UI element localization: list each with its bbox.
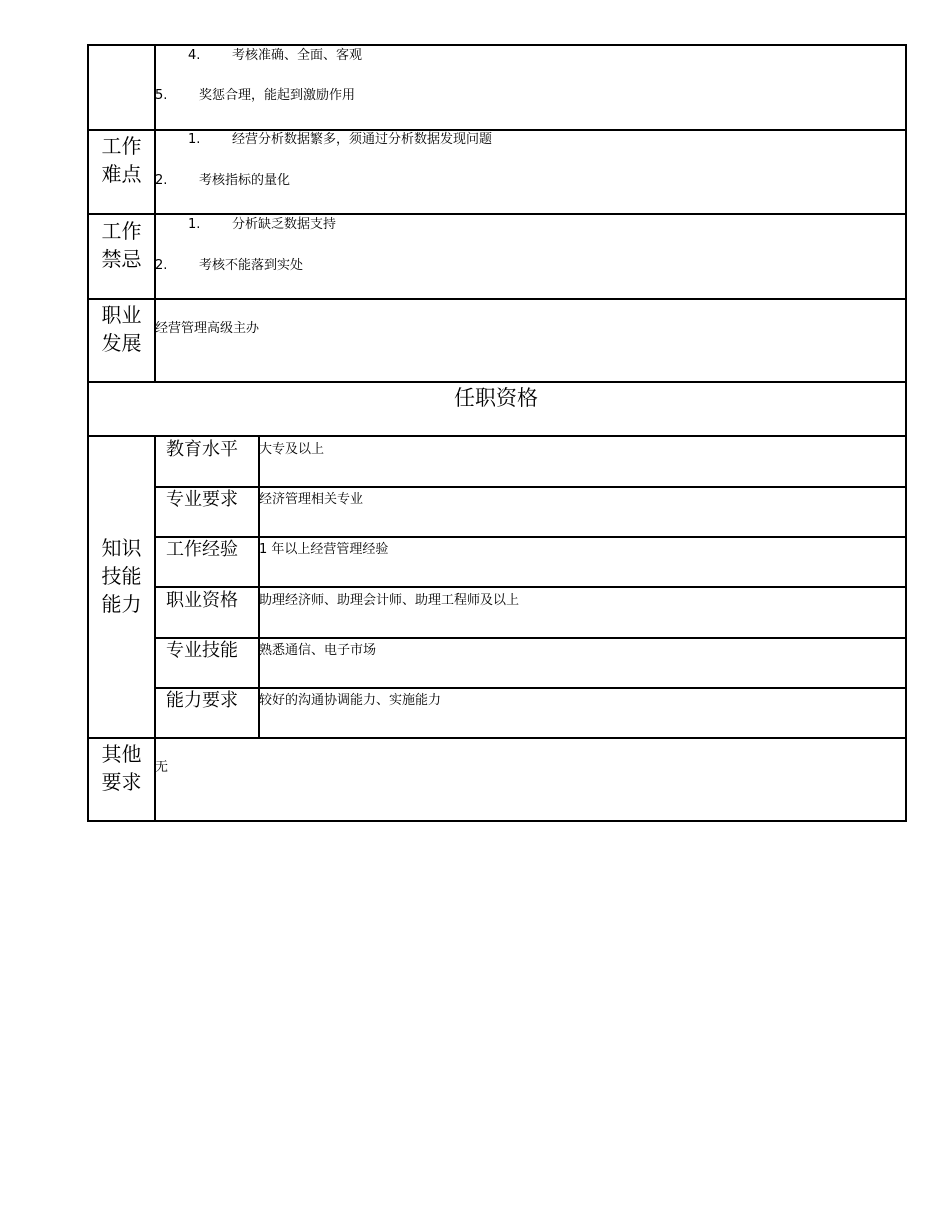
qual-label-major: 专业要求: [166, 489, 238, 510]
row-divider: [87, 435, 907, 437]
list-item-number: 2.: [155, 173, 168, 188]
qual-label-certification: 职业资格: [166, 590, 238, 611]
list-item-text: 考核不能落到实处: [199, 258, 304, 273]
qual-value-skills: 熟悉通信、电子市场: [259, 643, 377, 658]
row-divider: [87, 737, 907, 739]
row-label-career: 职业 发展: [101, 303, 142, 355]
qual-label-experience: 工作经验: [166, 539, 238, 560]
row-divider: [87, 129, 907, 131]
list-item-number: 5.: [155, 88, 168, 103]
table-border-right: [905, 44, 907, 822]
list-item-number: 2.: [155, 258, 168, 273]
sub-row-divider: [154, 687, 907, 689]
sub-row-divider: [154, 586, 907, 588]
list-item-text: 奖惩合理，能起到激励作用: [199, 88, 356, 103]
sub-row-divider: [154, 486, 907, 488]
list-item-text: 分析缺乏数据支持: [232, 217, 337, 232]
sub-row-divider: [154, 637, 907, 639]
other-text: 无: [155, 760, 169, 775]
qual-label-abilities: 能力要求: [166, 690, 238, 711]
list-item-number: 4.: [188, 48, 201, 63]
row-divider: [87, 213, 907, 215]
list-item-text: 经营分析数据繁多，须通过分析数据发现问题: [232, 132, 493, 147]
list-item-text: 考核准确、全面、客观: [232, 48, 363, 63]
table-border-bottom: [87, 820, 907, 822]
group-label-knowledge-skills: 知识 技能 能力: [101, 536, 142, 616]
qual-value-experience: 1 年以上经营管理经验: [259, 542, 389, 557]
list-item-number: 1.: [188, 217, 201, 232]
list-item-text: 考核指标的量化: [199, 173, 291, 188]
qual-value-education: 大专及以上: [259, 442, 325, 457]
qual-value-major: 经济管理相关专业: [259, 492, 364, 507]
section-title-qualifications: 任职资格: [454, 386, 538, 410]
row-divider: [87, 298, 907, 300]
row-label-difficulties: 工作 难点: [101, 134, 142, 186]
row-divider: [87, 381, 907, 383]
row-label-other: 其他 要求: [101, 742, 142, 794]
qual-label-education: 教育水平: [166, 439, 238, 460]
qual-label-skills: 专业技能: [166, 640, 238, 661]
list-item-number: 1.: [188, 132, 201, 147]
qual-value-abilities: 较好的沟通协调能力、实施能力: [259, 693, 442, 708]
sub-row-divider: [154, 536, 907, 538]
row-label-taboos: 工作 禁忌: [101, 219, 142, 271]
career-text: 经营管理高级主办: [155, 321, 260, 336]
table-border-top: [87, 44, 907, 46]
qual-value-certification: 助理经济师、助理会计师、助理工程师及以上: [259, 593, 520, 608]
